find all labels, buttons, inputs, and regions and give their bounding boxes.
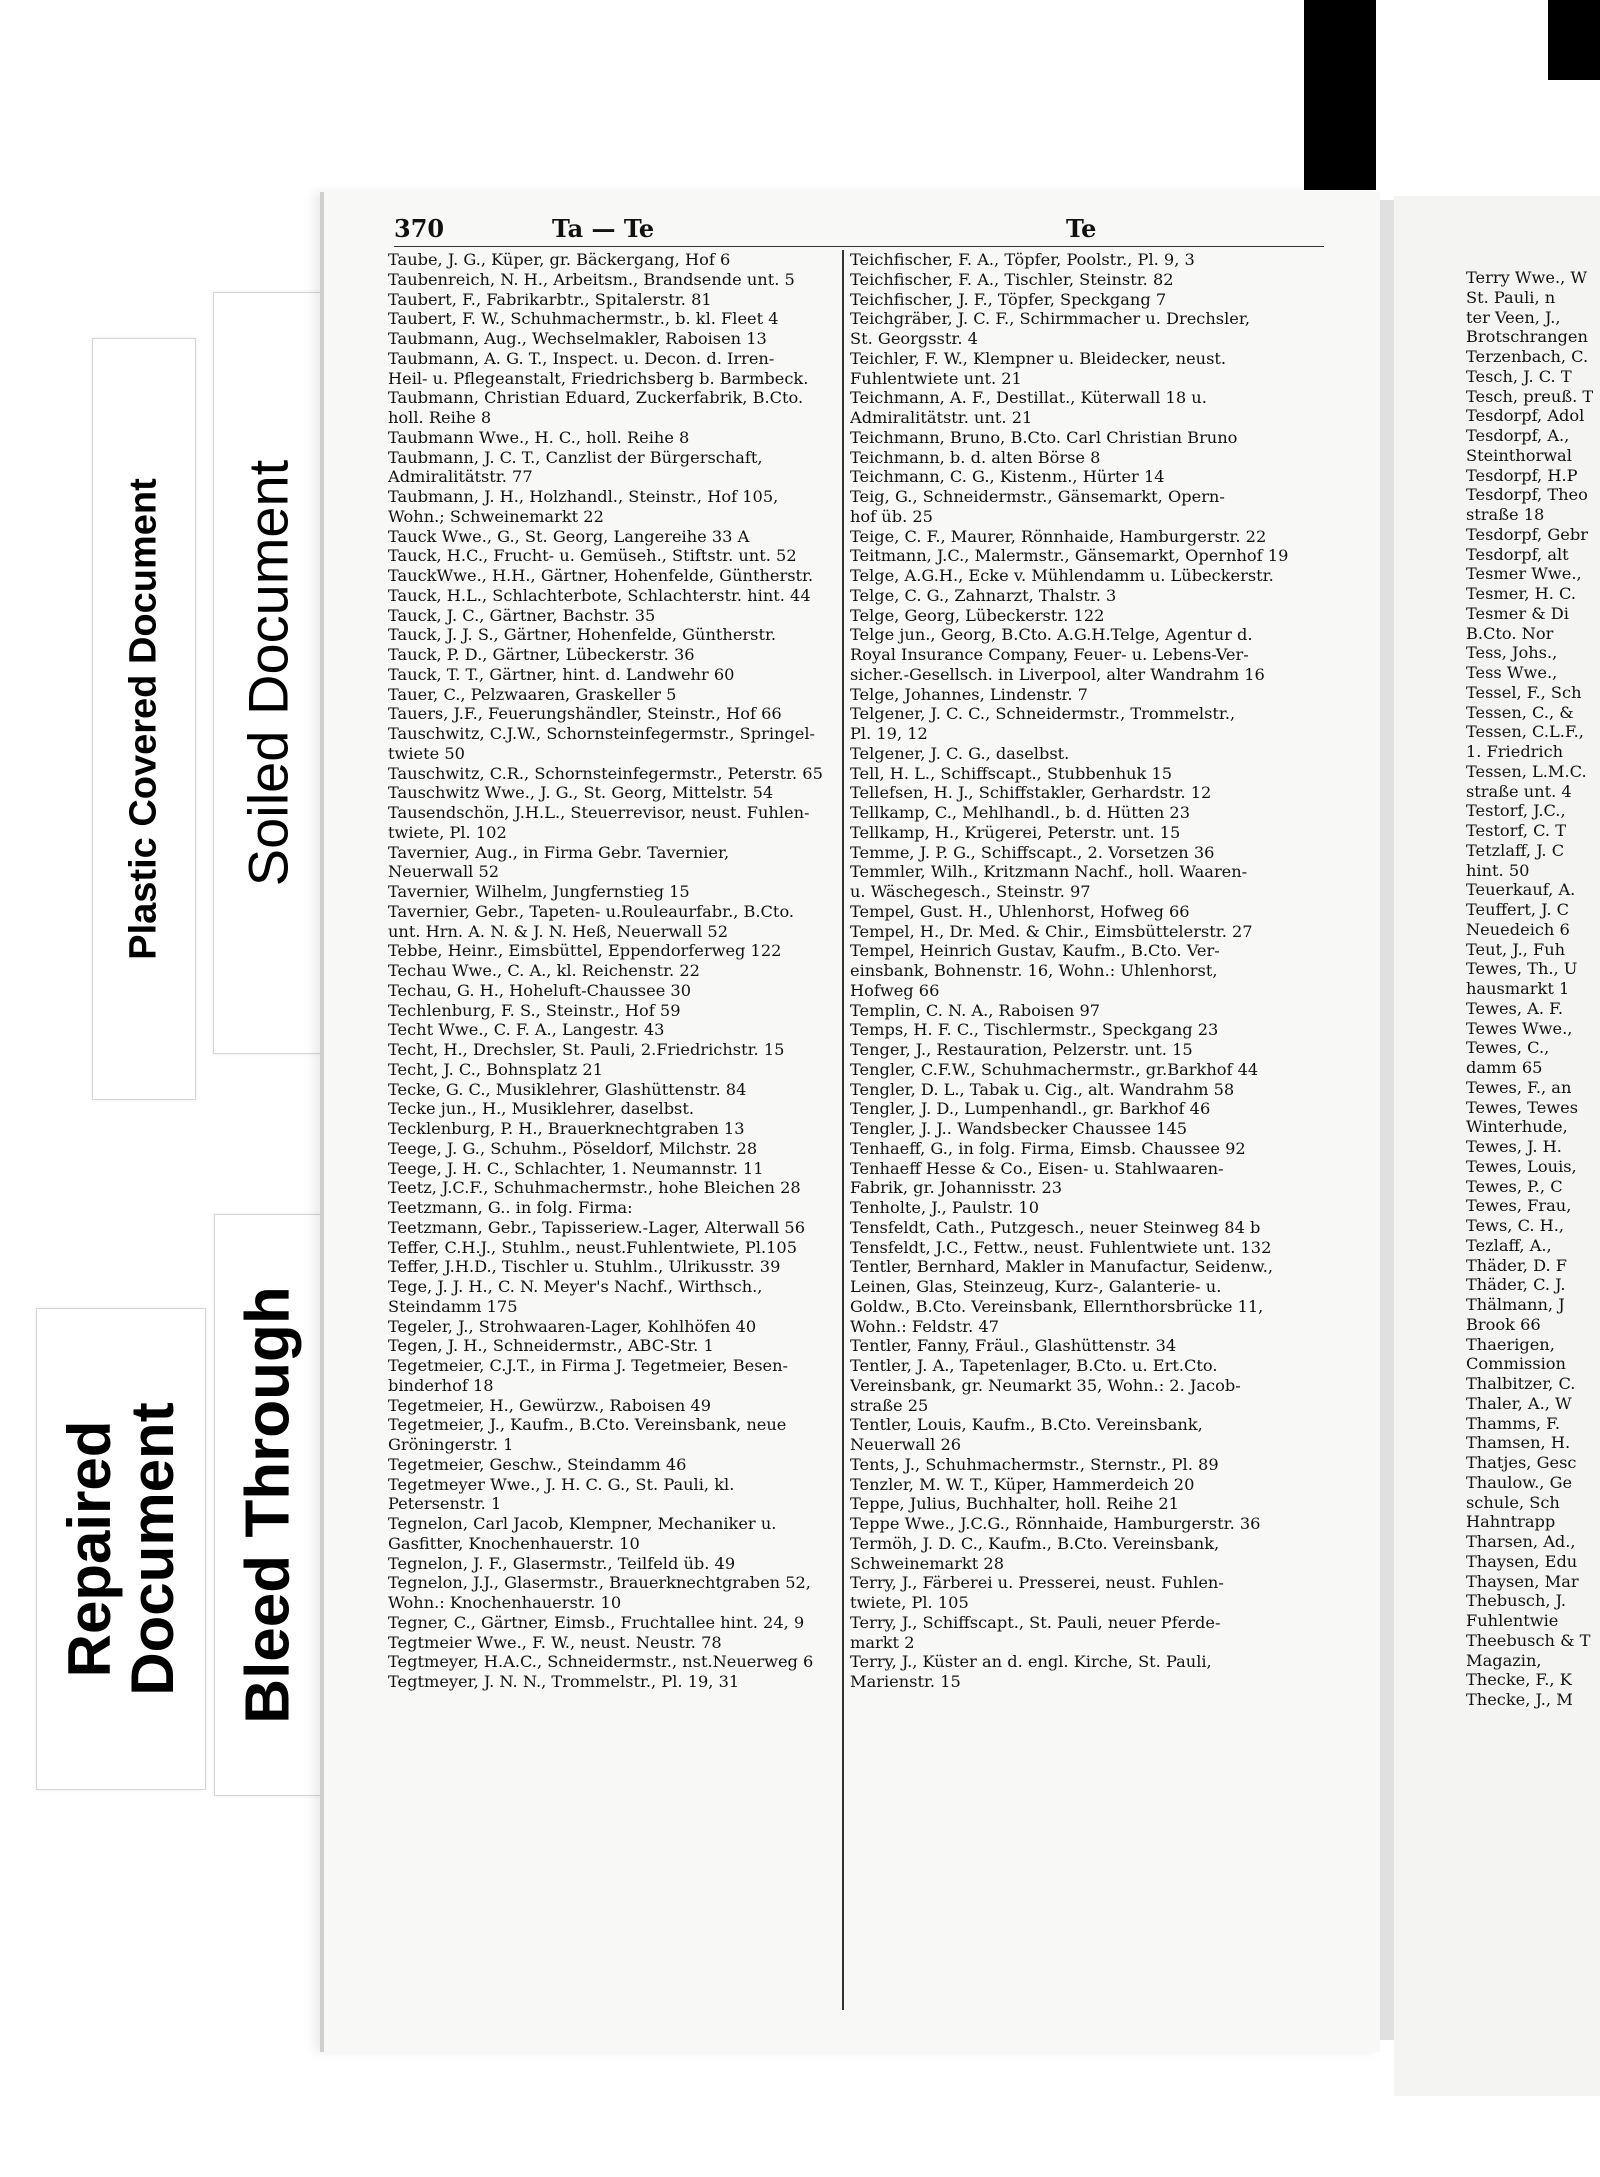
- directory-entry-line: Thälmann, J: [1466, 1295, 1565, 1314]
- directory-entry-line: Leinen, Glas, Steinzeug, Kurz-, Galanterie- u.: [850, 1277, 1222, 1296]
- directory-entry-line: Thaysen, Mar: [1466, 1571, 1579, 1591]
- directory-entry-line: Telgener, J. C. C., Schneidermstr., Trommelstr.,: [850, 704, 1236, 724]
- directory-entry-line: Tesch, J. C. T: [1466, 366, 1572, 386]
- directory-entry-line: Tewes, A. F.: [1466, 998, 1563, 1018]
- directory-entry-line: Tege, J. J. H., C. N. Meyer's Nachf., Wirthsch.,: [388, 1277, 763, 1296]
- directory-entry-line: Thäder, D. F: [1466, 1255, 1567, 1275]
- directory-entry-line: hausmarkt 1: [1466, 979, 1570, 998]
- directory-entry-line: Teichfischer, F. A., Töpfer, Poolstr., Pl. 9, 3: [850, 250, 1195, 269]
- directory-entry-line: Tauck, H.C., Frucht- u. Gemüseh., Stiftstr. unt. 52: [388, 546, 797, 566]
- directory-entry-line: Techt Wwe., C. F. A., Langestr. 43: [388, 1020, 665, 1040]
- directory-entry-line: Tauschwitz Wwe., J. G., St. Georg, Mittelstr. 54: [388, 783, 774, 803]
- directory-entry-line: Tewes, Louis,: [1466, 1156, 1577, 1176]
- directory-entry-line: Techt, H., Drechsler, St. Pauli, 2.Friedrichstr. 15: [388, 1040, 785, 1059]
- directory-entry-line: Vereinsbank, gr. Neumarkt 35, Wohn.: 2. Jacob-: [850, 1375, 1241, 1395]
- directory-entry-line: Techt, J. C., Bohnsplatz 21: [388, 1059, 603, 1079]
- directory-entry-line: Tenger, J., Restauration, Pelzerstr. unt. 15: [850, 1040, 1193, 1059]
- directory-entry-line: Testorf, J.C.,: [1466, 801, 1566, 821]
- directory-entry-line: Thaler, A., W: [1466, 1393, 1572, 1413]
- directory-entry-line: hof üb. 25: [850, 506, 933, 526]
- column-divider: [842, 250, 844, 2010]
- directory-entry-line: Petersenstr. 1: [388, 1494, 502, 1514]
- black-tab-top: [1304, 0, 1376, 190]
- directory-entry-line: Taubmann, Aug., Wechselmakler, Raboisen 13: [388, 329, 767, 348]
- directory-entry-line: Telge, C. G., Zahnarzt, Thalstr. 3: [850, 585, 1117, 605]
- directory-entry-line: Tessen, L.M.C.: [1466, 761, 1587, 781]
- directory-entry-line: Tenhaeff Hesse & Co., Eisen- u. Stahlwaaren-: [850, 1158, 1224, 1178]
- directory-entry-line: twiete 50: [388, 743, 465, 763]
- directory-entry-line: Tegner, C., Gärtner, Eimsb., Fruchtallee hint. 24, 9: [388, 1612, 805, 1632]
- directory-entry-line: Tewes, P., C: [1466, 1176, 1563, 1196]
- directory-entry-line: Teuerkauf, A.: [1466, 880, 1576, 900]
- directory-entry-line: Teichmann, b. d. alten Börse 8: [850, 447, 1101, 467]
- directory-entry-line: Telge jun., Georg, B.Cto. A.G.H.Telge, Agentur d.: [850, 625, 1253, 645]
- directory-entry-line: Teichler, F. W., Klempner u. Bleidecker, neust.: [850, 348, 1227, 368]
- directory-entry-line: Wohn.; Schweinemarkt 22: [388, 506, 604, 526]
- directory-entry-line: Tents, J., Schuhmachermstr., Sternstr., Pl. 89: [850, 1454, 1219, 1474]
- directory-entry-line: Teffer, C.H.J., Stuhlm., neust.Fuhlentwiete, Pl.105: [388, 1237, 797, 1257]
- directory-entry-line: Tauck, P. D., Gärtner, Lübeckerstr. 36: [388, 645, 695, 664]
- directory-entry-line: einsbank, Bohnenstr. 16, Wohn.: Uhlenhorst,: [850, 961, 1218, 980]
- directory-entry-line: Taubmann, A. G. T., Inspect. u. Decon. d. Irren-: [388, 348, 775, 368]
- directory-entry-line: Tausendschön, J.H.L., Steuerrevisor, neust. Fuhlen-: [388, 803, 810, 822]
- directory-entry-line: Tauck Wwe., G., St. Georg, Langereihe 33 A: [388, 526, 750, 546]
- directory-entry-line: Tesdorpf, A.,: [1466, 426, 1570, 445]
- directory-entry-line: Tecklenburg, P. H., Brauerknechtgraben 13: [388, 1119, 745, 1138]
- directory-entry-line: Techlenburg, F. S., Steinstr., Hof 59: [388, 1000, 681, 1020]
- directory-entry-line: Tauschwitz, C.J.W., Schornsteinfegermstr., Springel-: [388, 724, 816, 743]
- directory-entry-line: Tewes Wwe.,: [1466, 1018, 1573, 1038]
- directory-entry-line: Tensfeldt, J.C., Fettw., neust. Fuhlentwiete unt. 132: [850, 1237, 1272, 1257]
- directory-entry-line: Tell, H. L., Schiffscapt., Stubbenhuk 15: [850, 763, 1173, 783]
- directory-entry-line: B.Cto. Nor: [1466, 623, 1554, 643]
- directory-entry-line: twiete, Pl. 105: [850, 1593, 969, 1612]
- directory-entry-line: Taubert, F., Fabrikarbtr., Spitalerstr. 81: [388, 289, 712, 309]
- directory-entry-line: Telgener, J. C. G., daselbst.: [850, 743, 1070, 763]
- directory-entry-line: ter Veen, J.,: [1466, 307, 1561, 327]
- directory-entry-line: Taubmann, J. H., Holzhandl., Steinstr., Hof 105,: [388, 487, 779, 506]
- directory-entry-line: Tensfeldt, Cath., Putzgesch., neuer Steinweg 84 b: [850, 1217, 1261, 1237]
- facing-page-column: [1466, 268, 1600, 1710]
- directory-entry-line: Teetz, J.C.F., Schuhmachermstr., hohe Bleichen 28: [388, 1178, 801, 1198]
- directory-entry-line: Temme, J. P. G., Schiffscapt., 2. Vorsetzen 36: [850, 842, 1215, 862]
- directory-entry-line: Tauers, J.F., Feuerungshändler, Steinstr., Hof 66: [388, 704, 782, 724]
- directory-entry-line: Tauck, J. J. S., Gärtner, Hohenfelde, Güntherstr.: [388, 625, 777, 645]
- directory-entry-line: Temps, H. F. C., Tischlermstr., Speckgang 23: [850, 1020, 1219, 1040]
- directory-entry-line: TauckWwe., H.H., Gärtner, Hohenfelde, Güntherstr.: [388, 566, 814, 585]
- directory-entry-line: Tesch, preuß. T: [1466, 386, 1594, 406]
- directory-entry-line: hint. 50: [1466, 860, 1530, 880]
- directory-entry-line: Tengler, J. J.. Wandsbecker Chaussee 145: [850, 1119, 1188, 1138]
- directory-entry-line: Tenzler, M. W. T., Küper, Hammerdeich 20: [850, 1474, 1195, 1494]
- directory-entry-line: Tegetmeyer Wwe., J. H. C. G., St. Pauli, kl.: [388, 1474, 735, 1494]
- repaired-label-line2: Document: [119, 1402, 186, 1696]
- directory-entry-line: Wohn.: Knochenhauerstr. 10: [388, 1593, 622, 1612]
- directory-entry-line: Teichmann, Bruno, B.Cto. Carl Christian Bruno: [850, 427, 1238, 447]
- facing-page-edge: [1394, 196, 1600, 2096]
- directory-entry-line: Teige, C. F., Maurer, Rönnhaide, Hamburgerstr. 22: [850, 526, 1267, 546]
- directory-entry-line: Hofweg 66: [850, 980, 940, 1000]
- directory-entry-line: Gröningerstr. 1: [388, 1435, 514, 1454]
- directory-entry-line: Tengler, D. L., Tabak u. Cig., alt. Wandrahm 58: [850, 1079, 1235, 1099]
- directory-entry-line: sicher.-Gesellsch. in Liverpool, alter Wandrahm 16: [850, 664, 1265, 684]
- directory-entry-line: Tesdorpf, Adol: [1466, 406, 1585, 426]
- directory-entry-line: Tauck, J. C., Gärtner, Bachstr. 35: [388, 605, 656, 625]
- directory-entry-line: St. Georgsstr. 4: [850, 329, 978, 348]
- repaired-label-line1: Repaired: [56, 1420, 123, 1678]
- directory-entry-line: Magazin,: [1466, 1650, 1542, 1670]
- directory-entry-line: Tegetmeier, J., Kaufm., B.Cto. Vereinsbank, neue: [388, 1415, 787, 1435]
- directory-entry-line: Tezlaff, A.,: [1466, 1235, 1552, 1255]
- plastic-covered-document-tag: [92, 338, 196, 1100]
- directory-entry-line: Tessel, F., Sch: [1466, 682, 1582, 702]
- directory-entry-line: Tavernier, Gebr., Tapeten- u.Rouleaurfabr., B.Cto.: [388, 901, 795, 921]
- directory-entry-line: Teppe, Julius, Buchhalter, holl. Reihe 21: [850, 1494, 1179, 1514]
- directory-entry-line: Tegeler, J., Strohwaaren-Lager, Kohlhöfen 40: [388, 1316, 757, 1336]
- directory-entry-line: Tegnelon, Carl Jacob, Klempner, Mechaniker u.: [388, 1514, 777, 1533]
- directory-entry-line: Tegetmeier, Geschw., Steindamm 46: [388, 1454, 687, 1474]
- plastic-covered-document-label: Plastic Covered Document: [122, 478, 165, 960]
- directory-entry-line: Commission: [1466, 1354, 1566, 1374]
- directory-entry-line: Marienstr. 15: [850, 1672, 961, 1691]
- directory-entry-line: Taubmann Wwe., H. C., holl. Reihe 8: [388, 427, 690, 447]
- directory-entry-line: Tauer, C., Pelzwaaren, Graskeller 5: [388, 684, 677, 704]
- directory-entry-line: Tengler, J. D., Lumpenhandl., gr. Barkhof 46: [850, 1099, 1211, 1119]
- directory-entry-line: Telge, Georg, Lübeckerstr. 122: [850, 605, 1105, 625]
- directory-entry-line: Terry Wwe., W: [1466, 268, 1588, 287]
- directory-entry-line: Tegnelon, J.J., Glasermstr., Brauerknechtgraben 52,: [388, 1573, 811, 1593]
- directory-entry-line: Teichmann, A. F., Destillat., Küterwall 18 u.: [850, 388, 1207, 408]
- directory-entry-line: Tenholte, J., Paulstr. 10: [850, 1198, 1040, 1217]
- directory-entry-line: Terry, J., Küster an d. engl. Kirche, St. Pauli,: [850, 1652, 1212, 1672]
- directory-entry-line: Tentler, Fanny, Fräul., Glashüttenstr. 34: [850, 1336, 1177, 1356]
- directory-entry-line: Hahntrapp: [1466, 1512, 1556, 1532]
- directory-entry-line: Thalbitzer, C.: [1466, 1374, 1576, 1393]
- directory-entry-line: Teege, J. G., Schuhm., Pöseldorf, Milchstr. 28: [388, 1138, 758, 1158]
- directory-entry-line: damm 65: [1466, 1058, 1543, 1077]
- directory-entry-line: Fuhlentwiete unt. 21: [850, 368, 1022, 388]
- directory-entry-line: schule, Sch: [1466, 1492, 1560, 1512]
- directory-entry-line: Tess, Johs.,: [1466, 643, 1558, 663]
- directory-entry-line: straße 25: [850, 1395, 929, 1415]
- directory-entry-line: Tentler, Bernhard, Makler in Manufactur, Seidenw.,: [850, 1257, 1273, 1277]
- directory-entry-line: Steindamm 175: [388, 1296, 518, 1316]
- directory-entry-line: Taubenreich, N. H., Arbeitsm., Brandsende unt. 5: [388, 269, 795, 289]
- repaired-document-label: [58, 1402, 184, 1695]
- directory-entry-line: Heil- u. Pflegeanstalt, Friedrichsberg b. Barmbeck.: [388, 368, 809, 388]
- directory-entry-line: holl. Reihe 8: [388, 408, 492, 427]
- directory-entry-line: Tesdorpf, H.P: [1466, 465, 1578, 485]
- directory-entry-line: Thatjes, Gesc: [1466, 1453, 1577, 1472]
- directory-entry-line: Teege, J. H. C., Schlachter, 1. Neumannstr. 11: [388, 1158, 764, 1178]
- left-directory-column: [388, 250, 838, 1692]
- directory-page: [320, 192, 1380, 2052]
- right-directory-column: [850, 250, 1328, 1692]
- black-tab-right-top: [1548, 0, 1600, 80]
- directory-entry-line: Gasfitter, Knochenhauerstr. 10: [388, 1533, 640, 1553]
- directory-entry-line: Telge, A.G.H., Ecke v. Mühlendamm u. Lübeckerstr.: [850, 566, 1274, 585]
- directory-entry-line: Tesmer Wwe.,: [1466, 564, 1582, 584]
- directory-entry-line: Tempel, Heinrich Gustav, Kaufm., B.Cto. Ver-: [850, 941, 1220, 961]
- directory-entry-line: Templin, C. N. A., Raboisen 97: [850, 1000, 1101, 1020]
- directory-entry-line: Thecke, J., M: [1466, 1690, 1573, 1709]
- left-running-head: Ta — Te: [552, 214, 655, 243]
- directory-entry-line: Royal Insurance Company, Feuer- u. Lebens-Ver-: [850, 645, 1249, 664]
- directory-entry-line: Winterhude,: [1466, 1117, 1568, 1137]
- directory-entry-line: Tegtmeyer, H.A.C., Schneidermstr., nst.Neuerweg 6: [388, 1652, 814, 1672]
- directory-entry-line: Tauschwitz, C.R., Schornsteinfegermstr., Peterstr. 65: [388, 763, 823, 783]
- directory-entry-line: Telge, Johannes, Lindenstr. 7: [850, 684, 1088, 704]
- directory-entry-line: Tempel, H., Dr. Med. & Chir., Eimsbüttelerstr. 27: [850, 921, 1253, 941]
- directory-entry-line: Tegetmeier, C.J.T., in Firma J. Tegetmeier, Besen-: [388, 1356, 789, 1375]
- bleed-through-label: Bleed Through: [233, 1286, 303, 1724]
- directory-entry-line: Tavernier, Wilhelm, Jungfernstieg 15: [388, 882, 690, 901]
- directory-entry-line: Tegtmeyer, J. N. N., Trommelstr., Pl. 19, 31: [388, 1672, 740, 1691]
- directory-entry-line: Thamsen, H.: [1466, 1433, 1571, 1453]
- directory-entry-line: Goldw., B.Cto. Vereinsbank, Ellernthorsbrücke 11,: [850, 1296, 1264, 1316]
- directory-entry-line: Taube, J. G., Küper, gr. Bäckergang, Hof 6: [388, 250, 731, 269]
- directory-entry-line: Tegtmeier Wwe., F. W., neust. Neustr. 78: [388, 1632, 722, 1652]
- directory-entry-line: Teichfischer, J. F., Töpfer, Speckgang 7: [850, 289, 1167, 309]
- directory-entry-line: Thecke, F., K: [1466, 1670, 1572, 1690]
- directory-entry-line: Tecke jun., H., Musiklehrer, daselbst.: [388, 1099, 695, 1119]
- directory-entry-line: Tewes, Tewes: [1466, 1097, 1579, 1117]
- directory-entry-line: Tellefsen, H. J., Schiffstakler, Gerhardstr. 12: [850, 783, 1212, 803]
- directory-entry-line: Tegnelon, J. F., Glasermstr., Teilfeld üb. 49: [388, 1553, 736, 1573]
- directory-entry-line: Fuhlentwie: [1466, 1611, 1559, 1630]
- directory-entry-line: twiete, Pl. 102: [388, 822, 507, 842]
- directory-entry-line: Tauck, T. T., Gärtner, hint. d. Landwehr 60: [388, 664, 735, 684]
- directory-entry-line: Tegetmeier, H., Gewürzw., Raboisen 49: [388, 1395, 712, 1415]
- directory-entry-line: Neuedeich 6: [1466, 919, 1570, 939]
- directory-entry-line: Neuerwall 52: [388, 862, 500, 882]
- directory-entry-line: Steinthorwal: [1466, 445, 1572, 465]
- directory-entry-line: Tesdorpf, alt: [1466, 544, 1569, 564]
- directory-entry-line: Thaulow., Ge: [1466, 1472, 1573, 1492]
- repaired-document-tag: [36, 1308, 206, 1790]
- directory-entry-line: Teuffert, J. C: [1466, 900, 1570, 919]
- directory-entry-line: Tauck, H.L., Schlachterbote, Schlachterstr. hint. 44: [388, 585, 811, 605]
- directory-entry-line: unt. Hrn. A. N. & J. N. Heß, Neuerwall 52: [388, 921, 729, 941]
- directory-entry-line: Teffer, J.H.D., Tischler u. Stuhlm., Ulrikusstr. 39: [388, 1257, 781, 1277]
- directory-entry-line: Tewes, J. H.: [1466, 1137, 1562, 1156]
- directory-entry-line: Termöh, J. D. C., Kaufm., B.Cto. Vereinsbank,: [850, 1533, 1220, 1553]
- directory-entry-line: Tesdorpf, Theo: [1466, 485, 1588, 505]
- directory-entry-line: Tharsen, Ad.,: [1466, 1532, 1576, 1551]
- directory-entry-line: Tengler, C.F.W., Schuhmachermstr., gr.Barkhof 44: [850, 1059, 1259, 1079]
- directory-entry-line: Tavernier, Aug., in Firma Gebr. Tavernier,: [388, 842, 730, 862]
- directory-entry-line: Admiralitätstr. unt. 21: [850, 408, 1033, 427]
- directory-entry-line: Tessen, C.L.F.,: [1466, 722, 1584, 742]
- directory-entry-line: Teig, G., Schneidermstr., Gänsemarkt, Opern-: [850, 487, 1225, 506]
- directory-entry-line: Tesmer, H. C.: [1466, 584, 1576, 603]
- directory-entry-line: Tessen, C., &: [1466, 702, 1574, 722]
- directory-entry-line: Tenhaeff, G., in folg. Firma, Eimsb. Chaussee 92: [850, 1138, 1246, 1158]
- directory-entry-line: Schweinemarkt 28: [850, 1553, 1004, 1573]
- directory-entry-line: Tegen, J. H., Schneidermstr., ABC-Str. 1: [388, 1336, 714, 1356]
- right-running-head: Te: [1066, 214, 1097, 243]
- bleed-through-tag: [214, 1214, 322, 1796]
- directory-entry-line: Pl. 19, 12: [850, 724, 928, 743]
- directory-entry-line: Teichgräber, J. C. F., Schirmmacher u. Drechsler,: [850, 309, 1250, 329]
- directory-entry-line: Tetzlaff, J. C: [1466, 840, 1565, 860]
- directory-entry-line: Thebusch, J.: [1466, 1591, 1567, 1611]
- directory-entry-line: Teichmann, C. G., Kistenm., Hürter 14: [850, 467, 1165, 487]
- directory-entry-line: Techau, G. H., Hoheluft-Chaussee 30: [388, 980, 692, 1000]
- directory-entry-line: Neuerwall 26: [850, 1435, 962, 1454]
- directory-entry-line: Tews, C. H.,: [1466, 1216, 1565, 1235]
- directory-entry-line: Taubert, F. W., Schuhmachermstr., b. kl. Fleet 4: [388, 309, 779, 329]
- directory-entry-line: Wohn.: Feldstr. 47: [850, 1316, 1000, 1336]
- directory-entry-line: Techau Wwe., C. A., kl. Reichenstr. 22: [388, 961, 700, 980]
- directory-entry-line: Teichfischer, F. A., Tischler, Steinstr. 82: [850, 269, 1174, 289]
- directory-entry-line: Tentler, Louis, Kaufm., B.Cto. Vereinsbank,: [850, 1415, 1203, 1435]
- directory-entry-line: Tempel, Gust. H., Uhlenhorst, Hofweg 66: [850, 901, 1190, 921]
- directory-entry-line: Thaerigen,: [1466, 1334, 1555, 1354]
- directory-entry-line: Thaysen, Edu: [1466, 1551, 1578, 1571]
- directory-entry-line: Tentler, J. A., Tapetenlager, B.Cto. u. Ert.Cto.: [850, 1356, 1218, 1375]
- soiled-document-tag: [213, 292, 322, 1054]
- directory-entry-line: straße unt. 4: [1466, 781, 1572, 801]
- page-number: 370: [394, 214, 445, 243]
- directory-entry-line: St. Pauli, n: [1466, 287, 1556, 307]
- directory-entry-line: u. Wäschegesch., Steinstr. 97: [850, 882, 1091, 901]
- directory-entry-line: Tewes, F., an: [1466, 1077, 1572, 1097]
- directory-entry-line: markt 2: [850, 1632, 915, 1652]
- directory-entry-line: Teitmann, J.C., Malermstr., Gänsemarkt, Opernhof 19: [850, 546, 1289, 566]
- directory-entry-line: Temmler, Wilh., Kritzmann Nachf., holl. Waaren-: [850, 862, 1248, 882]
- directory-entry-line: Thäder, C. J.: [1466, 1275, 1566, 1295]
- directory-entry-line: Tecke, G. C., Musiklehrer, Glashüttenstr. 84: [388, 1079, 747, 1099]
- directory-entry-line: Taubmann, Christian Eduard, Zuckerfabrik, B.Cto.: [388, 388, 804, 408]
- directory-entry-line: Tewes, C.,: [1466, 1038, 1550, 1058]
- directory-entry-line: Thamms, F.: [1466, 1413, 1561, 1433]
- directory-entry-line: Tess Wwe.,: [1466, 663, 1558, 682]
- directory-entry-line: Testorf, C. T: [1466, 821, 1567, 840]
- directory-entry-line: Teut, J., Fuh: [1466, 939, 1566, 959]
- directory-entry-line: binderhof 18: [388, 1375, 494, 1395]
- directory-entry-line: 1. Friedrich: [1466, 742, 1564, 761]
- directory-entry-line: Tellkamp, H., Krügerei, Peterstr. unt. 15: [850, 822, 1181, 842]
- directory-entry-line: straße 18: [1466, 505, 1545, 524]
- directory-entry-line: Tewes, Th., U: [1466, 959, 1578, 979]
- directory-entry-line: Tellkamp, C., Mehlhandl., b. d. Hütten 23: [850, 803, 1191, 822]
- directory-entry-line: Brook 66: [1466, 1314, 1541, 1334]
- directory-entry-line: Tesmer & Di: [1466, 603, 1569, 623]
- directory-entry-line: Tebbe, Heinr., Eimsbüttel, Eppendorferweg 122: [388, 941, 782, 961]
- header-rule: [394, 246, 1324, 247]
- directory-entry-line: Fabrik, gr. Johannisstr. 23: [850, 1178, 1063, 1198]
- directory-entry-line: Terry, J., Schiffscapt., St. Pauli, neuer Pferde-: [850, 1612, 1221, 1632]
- soiled-document-label: Soiled Document: [236, 459, 299, 887]
- directory-entry-line: Teetzmann, G.. in folg. Firma:: [388, 1198, 633, 1217]
- directory-entry-line: Admiralitätstr. 77: [388, 467, 533, 487]
- directory-entry-line: Tewes, Frau,: [1466, 1196, 1572, 1216]
- directory-entry-line: Theebusch & T: [1466, 1630, 1591, 1650]
- directory-entry-line: Terry, J., Färberei u. Presserei, neust. Fuhlen-: [850, 1573, 1224, 1593]
- directory-entry-line: Terzenbach, C.: [1466, 347, 1589, 366]
- directory-entry-line: Taubmann, J. C. T., Canzlist der Bürgerschaft,: [388, 447, 763, 467]
- directory-entry-line: Teetzmann, Gebr., Tapisseriew.-Lager, Alterwall 56: [388, 1217, 805, 1237]
- directory-entry-line: Teppe Wwe., J.C.G., Rönnhaide, Hamburgerstr. 36: [850, 1514, 1261, 1533]
- directory-entry-line: Tesdorpf, Gebr: [1466, 524, 1588, 544]
- directory-entry-line: Brotschrangen: [1466, 327, 1588, 347]
